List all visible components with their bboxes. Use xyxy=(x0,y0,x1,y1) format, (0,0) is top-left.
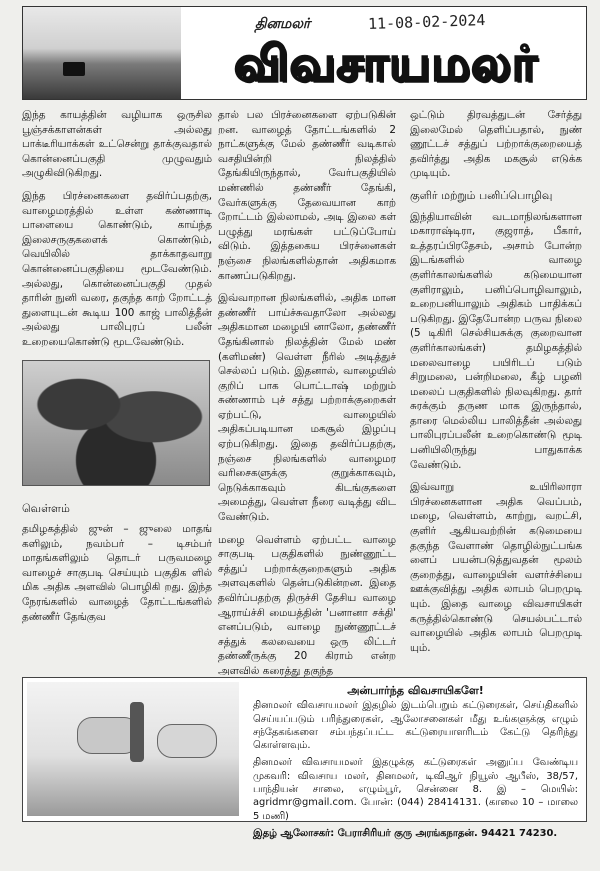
masthead xyxy=(22,6,587,100)
banana-plantation-photo xyxy=(22,360,210,486)
paragraph: தமிழகத்தில் ஜுன் – ஜுலை மாதங் களிலும், நவம்பர் – டிசம்பர் மாதங்களிலும் தொடர் பருவமழை வாழைச் சாகுபடி செய்யும் பகுதிக ளில் மிக அதிக அளவில் பொழிகி றது. இந்த நேரங்களில் வாழைத் தோட்டங்களில் தண்ணீர் தேங்குவ xyxy=(22,523,212,623)
column-1 xyxy=(22,108,212,632)
notice-box xyxy=(22,677,587,839)
brand-logo: தினமலர் xyxy=(255,16,311,32)
paragraph: இவ்வாறு உயிரிலாரா பிரச்னைகளான அதிக வெப்பம், மழை, வெள்ளம், காற்று, வறட்சி, குளிர் ஆகியவற்றின் கடுமையை தகுந்த வேளாண் தொழில்நுட்பங்க ளைப் பயன்படுத்துவதன் மூலம் குறைத்து, வாழையின் வளர்ச்சியை ஊக்குவித்து அதிக லாபம் பெறமுடி யும். இதை வாழை விவசாயிகள் கருத்தில்கொண்டு செயல்பட்டால் வாழையில் அதிக லாபம் பெறமுடி யும். xyxy=(410,481,582,654)
column-2 xyxy=(218,108,396,687)
paragraph: தால் பல பிரச்னைகளை ஏற்படுகின் றன. வாழைத் தோட்டங்களில் 2 நாட்களுக்கு மேல் தண்ணீர் வடிகால் வசதியின்றி நிலத்தில் தேங்கியிருந்தால், வேர்பகுதியில் மண்ணில் தண்ணீர் தேங்கி, வேர்களுக்கு தேவையான காற் றோட்டம் இல்லாமல், அடி இலை கள் பழுத்து மரங்கள் பட்டுப்போய் விடும். இத்தகைய பிரச்னைகள் நஞ்சை நிலங்களில்தான் அதிகமாக காணப்படுகிறது. xyxy=(218,109,396,282)
subheading-flood: வெள்ளம் xyxy=(22,501,70,515)
handwritten-date: 11-08-02-2024 xyxy=(367,10,486,34)
paragraph: இவ்வாறான நிலங்களில், அதிக மான தண்ணீர் பாய்ச்சுவதாலோ அல்லது அதிகமான மழையி னாலோ, தண்ணீர் தேங்கினால் நிலத்தின் மேல் மண் (களிமண்) வெள்ள நீரில் அடித்துச் செல்லப் படும். இதனால், வாழையில் குறிப் பாக பொட்டாஷ் மற்றும் சுண்ணாம் புச் சத்து பற்றாக்குறைகள் ஏற்பட்டு, வாழையில் அதிகப்படியான மகசூல் இழப்பு ஏற்படுகிறது. இதை தவிர்ப்பதற்கு, நஞ்சை நிலங்களில் வாழைமர வரிசைகளுக்கு குறுக்காகவும், நெடுக்காகவும் கிடங்குகளை அமைத்து, வெள்ள நீரை வடித்து விட வேண்டும். xyxy=(218,292,396,524)
notice-heading: அன்பார்ந்த விவசாயிகளே! xyxy=(347,684,484,697)
paragraph: மழை வெள்ளம் ஏற்பட்ட வாழை சாகுபடி பகுதிகளில் நுண்ணூட்ட சத்துப் பற்றாக்குறைகளும் அதிக அளவுகளில் தென்படுகின்றன. இதை தவிர்ப்பதற்கு திருச்சி தேசிய வாழை ஆராய்ச்சி மையத்தின் 'பனானா சக்தி' எனப்படும், வாழை நுண்ணூட்டச் சத்துக் கலவையை ஒரு லிட்டர் தண்ணீருக்கு 20 கிராம் என்ற அளவில் கரைத்து தகுந்த xyxy=(218,533,396,677)
paragraph: இந்தியாவின் வடமாநிலங்களான மகாராஷ்டிரா, குஜராத், பீகார், உத்தரப்பிரதேசம், அசாம் போன்ற இடங்களில் வாழை குளிர்காலங்களில் கடுமையான குளிராலும், பனிப்பொழிவாலும், உறைபனியாலும் அதிகம் பாதிக்கப் படுகிறது. இதேபோன்ற பருவ நிலை (5 டிகிரி செல்சியசுக்கு குறைவான குளிர்காலங்கள்) தமிழகத்தில் மலைவாழை பயிரிடப் படும் சிறுமலை, பன்றிமலை, கீழ் பழனி மலைப் பகுதிகளில் நிலவுகிறது. தார் சுரக்கும் தருண மாக இருந்தால், தாரை மெல்லிய பாலித்தீன் அல்லது பாலிபுரப்பலீன் உறைகொண்டு மூடி பனியிலிருந்து பாதுகாக்க வேண்டும். xyxy=(410,210,582,471)
tractor-icon xyxy=(63,62,85,76)
farmer-oxen-photo xyxy=(27,682,239,816)
paragraph: ஒட்டும் திரவத்துடன் சேர்த்து இலைமேல் தெளிப்பதால், நுண் ணூட்டச் சத்துப் பற்றாக்குறையைத் தவிர்த்து அதிக மகசூல் எடுக்க முடியும். xyxy=(410,109,582,180)
subheading-cold: குளிர் மற்றும் பனிப்பொழிவு xyxy=(410,188,553,202)
column-3 xyxy=(410,108,582,663)
paragraph: இந்த காயத்தின் வழியாக ஒருசில பூஞ்சக்காளன்கள் அல்லது பாக்டீரியாக்கள் உட்சென்று தாக்குவதால் கொன்னைப்பகுதி முழுவதும் அழுகிவிடுகிறது. xyxy=(22,109,212,180)
ox-icon xyxy=(157,724,217,758)
notice-text xyxy=(253,684,578,844)
notice-adviser: இதழ் ஆலோசகர்: பேராசிரியர் குரு அரங்கநாதன். 94421 74230. xyxy=(253,827,558,839)
paragraph: இந்த பிரச்னைகளை தவிர்ப்பதற்கு, வாழைமரத்தில் உள்ள கண்ணாடி பாளையை கொண்டும், காய்ந்த இலைசருகுகளைக் கொண்டும், வெயிலில் தாக்காதவாறு கொன்னைப்பகுதியை மூடவேண்டும். அல்லது, கொன்னைப்பகுதி முதல் தாரின் நுனி வரை, தகுந்த காற் றோட்டத் துளையுடன் கூடிய 100 காஜ் பாலித்தீன் அல்லது பாலிபுரப் பலீன் உறையைகொண்டு மூடவேண்டும். xyxy=(22,189,212,348)
notice-address: தினமலர் விவசாயமலர் இதழுக்கு கட்டுரைகள் அனுப்ப வேண்டிய முகவரி: விவசாய மலர், தினமலர், டிவிஆர் நியூஸ் ஆபீஸ், 38/57, பாந்தியன் சாலை, எழும்பூர், சென்னை 8. இ – மெயில்: agridmr@gmail.com. போன்: (044) 28414131. (காலை 10 – மாலை 5 மணி) xyxy=(253,757,578,822)
farm-tractor-photo xyxy=(23,7,181,99)
notice-paragraph: தினமலர் விவசாயமலர் இதழில் இடம்பெறும் கட்டுரைகள், செய்திகளில் செய்யப்படும் பரிந்துரைகள், ஆலோசனைகள் மீது உங்களுக்கு எழும் சந்தேகங்களை சம்பந்தப்பட்ட கட்டுரையாளரிடம் கேட்டு தெரிந்து கொள்ளவும். xyxy=(253,700,578,752)
farmer-icon xyxy=(130,702,144,762)
section-title: விவசாயமலர் xyxy=(234,36,538,92)
